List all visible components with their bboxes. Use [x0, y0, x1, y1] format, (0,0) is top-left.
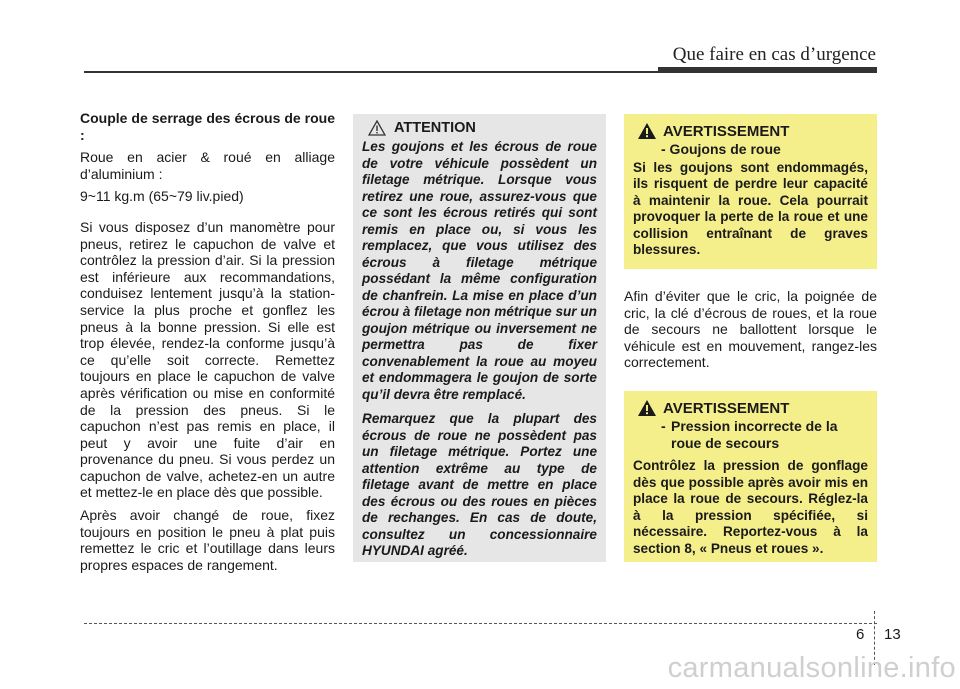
warning-subtitle-dash: - [661, 418, 666, 434]
watermark: carmanualsonline.info [667, 652, 956, 684]
warning-title-row [637, 399, 868, 417]
pressure-paragraph: Si vous disposez d’un manomètre pour pneus, retirez le capuchon de valve et contrôlez la pression d’air. Si la pression est inférieure aux recommandations, conduisez lentement jusqu’à la station-service la plus proche et gonflez les pneus à la bonne pression. Si elle est trop élevée, rendez-la conforme jusqu’à ce qu’elle soit correcte. Remettez toujours en place le capuchon de valve après vérification ou mise en conformité de la pression des pneus. Si le capuchon n’est pas remis en place, il peut y avoir une fuite d’air en provenance du pneu. Si vous perdez un capuchon de valve, achetez-en un autre et mettez-le en place dès que possible. [80, 218, 335, 501]
torque-value: 9~11 kg.m (65~79 liv.pied) [80, 188, 244, 205]
warning-title-row [637, 122, 868, 140]
warning-title: AVERTISSEMENT [663, 399, 790, 417]
storage-advice-paragraph: Afin d’éviter que le cric, la poignée de cric, la clé d’écrous de roues, et la roue de secours ne ballottent lorsque le véhicule est en mouvement, rangez-les correctement. [624, 288, 877, 371]
attention-paragraph-2: Remarquez que la plupart des écrous de roue ne possèdent pas un filetage métrique. Portez une attention extrême au type de filetage avant de mettre en place des écrous ou des roues en pièces de rechanges. En cas de doute, consultez un concessionnaire HYUNDAI agréé. [362, 411, 597, 558]
page-number: 13 [884, 626, 901, 643]
warning-subtitle [661, 418, 868, 451]
attention-body [362, 139, 597, 560]
warning-subtitle-text: - Goujons de roue [661, 141, 781, 157]
warning-subtitle-text: Pression incorrecte de la roue de secours [671, 418, 838, 451]
torque-heading: Couple de serrage des écrous de roue : [80, 110, 335, 143]
chapter-number: 6 [856, 626, 865, 643]
warning-subtitle [661, 141, 868, 158]
page-header-title: Que faire en cas d’urgence [672, 44, 876, 65]
warning-box-spare-pressure [624, 391, 877, 562]
storage-paragraph: Après avoir changé de roue, fixez toujours en position le pneu à plat puis remettez le cric et l’outillage dans leurs propres espaces de rangement. [80, 507, 335, 573]
warning-body: Si les goujons sont endommagés, ils risquent de perdre leur capacité à maintenir la roue. Cela pourrait provoquer la perte de la roue et une collision entraînant de graves blessures. [633, 159, 868, 257]
wheel-type-text: Roue en acier & roué en alliage d’aluminium : [80, 149, 335, 182]
warning-title: AVERTISSEMENT [663, 122, 790, 140]
left-column [80, 110, 335, 579]
attention-box [353, 114, 606, 562]
header-rule-accent [658, 67, 877, 73]
footer-rule [84, 623, 877, 624]
attention-title: ATTENTION [394, 120, 476, 136]
attention-paragraph-1: Les goujons et les écrous de roue de votre véhicule possèdent un filetage métrique. Lorsque vous retirez une roue, assurez-vous que ce sont les écrous retirés qui sont remis en place ou, si vous les remplacez, que vous utilisez des écrous à filetage métrique possédant la même configuration de chanfrein. La mise en place d’un écrou à filetage non métrique sur un goujon métrique ou inversement ne permettra pas de fixer convenablement la roue au moyeu et endommagera le goujon de sorte qu’il devra être remplacé. [362, 139, 597, 402]
warning-triangle-icon [637, 122, 657, 140]
attention-title-row [368, 120, 597, 136]
warning-body: Contrôlez la pression de gonflage dès que possible après avoir mis en place la roue de secours. Réglez-la à la pression spécifiée, si nécessaire. Reportez-vous à la section 8, « Pneus et roues ». [633, 458, 868, 556]
warning-box-wheel-studs [624, 114, 877, 269]
caution-triangle-icon [368, 120, 386, 136]
warning-triangle-icon [637, 399, 657, 417]
